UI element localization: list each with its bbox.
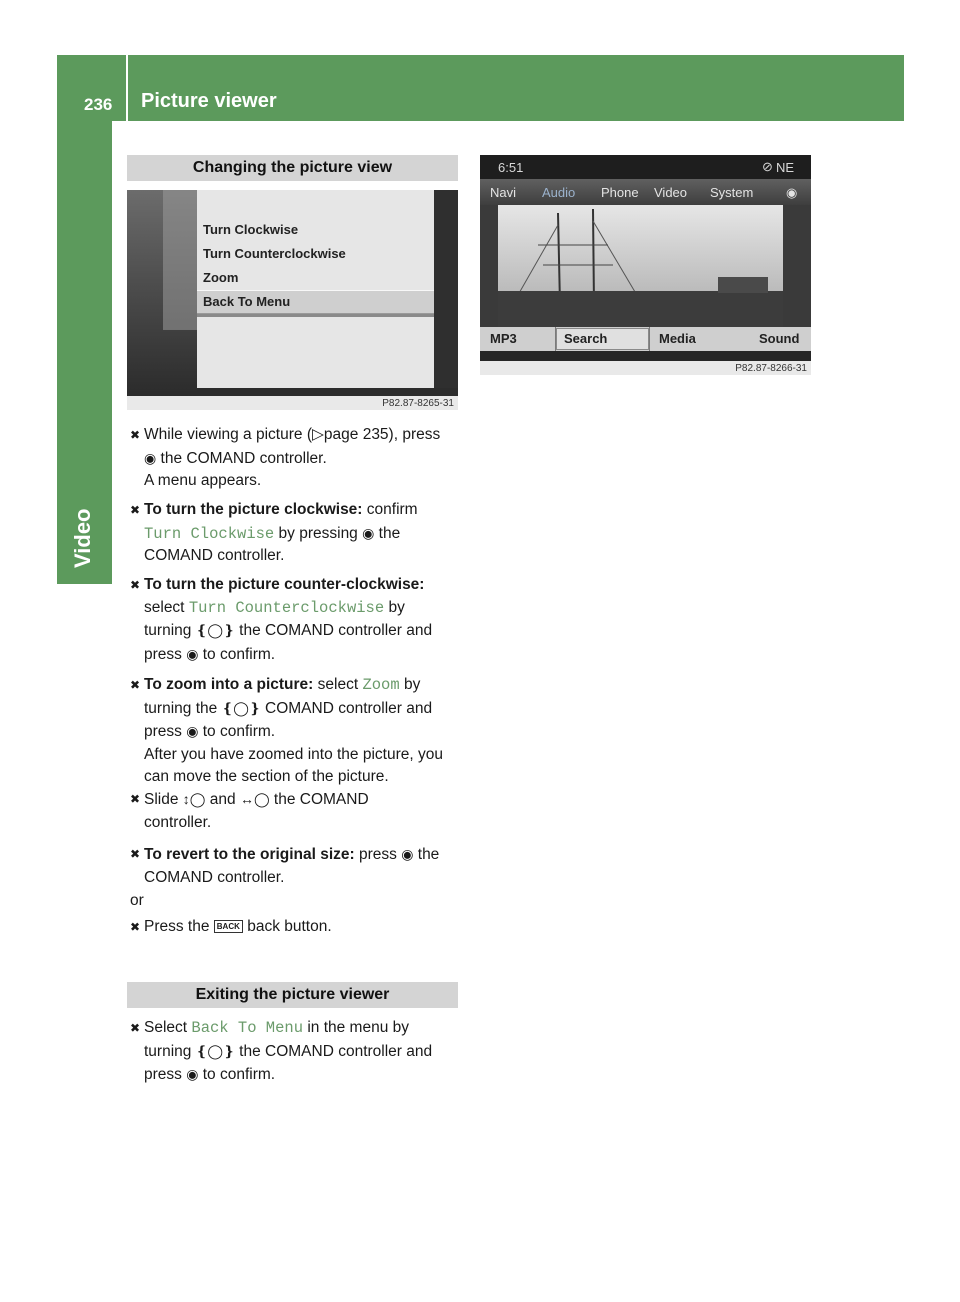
page-title: Picture viewer bbox=[141, 90, 277, 112]
tab-audio[interactable]: Audio bbox=[542, 185, 576, 200]
section-heading-exiting: Exiting the picture viewer bbox=[127, 982, 458, 1008]
press-controller-icon: ◉ bbox=[186, 723, 199, 739]
press-controller-icon: ◉ bbox=[186, 1066, 199, 1082]
step-exit: ✖ Select Back To Menu in the menu by turning ❴◯❵ the COMAND controller and press ◉ to confirm. bbox=[130, 1019, 433, 1083]
step-arrow-icon: ✖ bbox=[130, 578, 141, 592]
photo-pillar bbox=[163, 190, 197, 330]
compass-icon: ⊘ bbox=[762, 159, 773, 174]
menu-item-turn-clockwise[interactable]: Turn Clockwise bbox=[203, 222, 299, 237]
tab-navi[interactable]: Navi bbox=[490, 185, 517, 200]
press-controller-icon: ◉ bbox=[186, 645, 199, 662]
picture-viewer-screenshot bbox=[480, 155, 811, 375]
menu-separator bbox=[197, 314, 434, 317]
step-arrow-icon: ✖ bbox=[130, 503, 141, 517]
press-controller-icon: ◉ bbox=[401, 846, 414, 862]
step-arrow-icon: ✖ bbox=[130, 678, 141, 692]
picture-menu bbox=[197, 190, 434, 388]
right-panel bbox=[434, 190, 458, 388]
clock: 6:51 bbox=[498, 160, 524, 175]
step-slide: ✖ Slide ↕◯ and ↔◯ the COMAND controller. bbox=[130, 788, 470, 834]
step-turn-counterclockwise: ✖ To turn the picture counter-clockwise: select Turn Counterclockwise by turning ❴◯❵ the COMAND controller and press ◉ to confirm. bbox=[130, 576, 433, 663]
menu-item-zoom[interactable]: Zoom bbox=[203, 270, 239, 285]
search-button[interactable]: Search bbox=[564, 331, 608, 346]
slide-vertical-icon: ↕◯ bbox=[182, 791, 206, 807]
main-tab-bar bbox=[480, 179, 811, 205]
globe-icon[interactable]: ◉ bbox=[786, 185, 798, 200]
compass-heading: NE bbox=[776, 160, 795, 175]
header-divider bbox=[126, 55, 128, 121]
bottom-function-bar bbox=[480, 327, 811, 351]
tab-system[interactable]: System bbox=[710, 185, 754, 200]
step-revert: ✖ To revert to the original size: press ◉ the COMAND controller. bbox=[130, 843, 470, 889]
bar-divider bbox=[555, 327, 556, 351]
menu-screenshot bbox=[127, 190, 458, 410]
step-turn-clockwise: ✖ To turn the picture clockwise: confirm Turn Clockwise by pressing ◉ the COMAND controller. bbox=[130, 501, 418, 564]
sound-button[interactable]: Sound bbox=[759, 331, 800, 346]
section-heading-changing-view: Changing the picture view bbox=[127, 155, 458, 181]
step-back-button: ✖ Press the BACK back button. bbox=[130, 916, 470, 939]
step-arrow-icon: ✖ bbox=[130, 920, 141, 934]
ship-illustration bbox=[498, 205, 783, 327]
bar-divider bbox=[649, 327, 650, 351]
status-bar bbox=[480, 155, 811, 179]
step-view-picture: ✖ While viewing a picture (▷page 235), press ◉ the COMAND controller. A menu appears. bbox=[130, 426, 441, 489]
tab-video[interactable]: Video bbox=[654, 185, 688, 200]
image-caption: P82.87-8266-31 bbox=[735, 363, 807, 374]
step-arrow-icon: ✖ bbox=[130, 847, 141, 861]
turn-controller-icon: ❴◯❵ bbox=[195, 622, 235, 638]
step-zoom: ✖ To zoom into a picture: select Zoom by turning the ❴◯❵ COMAND controller and press ◉ to confirm. After you have zoomed into the picture, you can move the section of the picture. bbox=[130, 676, 443, 785]
page-number: 236 bbox=[84, 95, 113, 114]
tab-phone[interactable]: Phone bbox=[601, 185, 639, 200]
menu-item-back-to-menu[interactable]: Back To Menu bbox=[203, 294, 291, 309]
media-button[interactable]: Media bbox=[659, 331, 696, 346]
page-ref-icon: ▷ bbox=[311, 426, 324, 443]
menu-item-turn-counterclockwise[interactable]: Turn Counterclockwise bbox=[203, 246, 346, 261]
step-arrow-icon: ✖ bbox=[130, 428, 141, 442]
slide-horizontal-icon: ↔◯ bbox=[239, 791, 270, 807]
picture-display bbox=[480, 205, 811, 327]
turn-controller-icon: ❴◯❵ bbox=[195, 1042, 235, 1059]
step-arrow-icon: ✖ bbox=[130, 792, 141, 806]
or-text: or bbox=[130, 892, 144, 909]
turn-controller-icon: ❴◯❵ bbox=[221, 699, 261, 716]
back-button-icon: BACK bbox=[214, 920, 243, 933]
mp3-button[interactable]: MP3 bbox=[490, 331, 517, 346]
press-controller-icon: ◉ bbox=[144, 449, 157, 466]
image-caption: P82.87-8265-31 bbox=[382, 398, 454, 409]
step-arrow-icon: ✖ bbox=[130, 1021, 141, 1035]
press-controller-icon: ◉ bbox=[362, 524, 375, 541]
